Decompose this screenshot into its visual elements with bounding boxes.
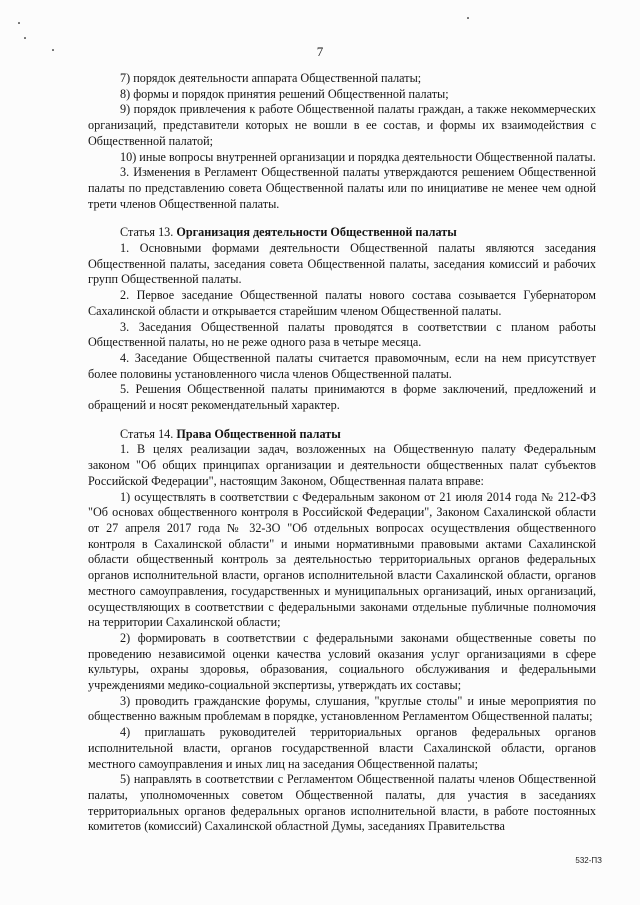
paragraph: 3. Изменения в Регламент Общественной палаты утверждаются решением Общественной палаты по представлению совета Общественной палаты или по инициативе не менее чем одной трети членов Общественной палаты.: [88, 165, 596, 211]
article-title: Права Общественной палаты: [176, 426, 341, 441]
paragraph: 8) формы и порядок принятия решений Общественной палаты;: [120, 86, 449, 101]
paragraph: 4. Заседание Общественной палаты считается правомочным, если на нем присутствует более половины установленного числа членов Общественной палаты.: [88, 350, 596, 381]
article-number: Статья 13.: [120, 225, 177, 240]
article-title: Организация деятельности Общественной палаты: [176, 225, 457, 240]
paragraph: 3) проводить гражданские форумы, слушания, "круглые столы" и иные мероприятия по общественно важным проблемам в порядке, установленном Регламентом Общественной палаты;: [88, 693, 596, 724]
paragraph: 4) приглашать руководителей территориальных органов федеральных органов исполнительной власти, органов государственной власти Сахалинской области, органов местного самоуправления и иных лиц на заседания Общественной палаты;: [88, 725, 596, 771]
paragraph: 1) осуществлять в соответствии с Федеральным законом от 21 июля 2014 года № 212-ФЗ "Об основах общественного контроля в Российской Федерации", Законом Сахалинской области от 27 апреля 2017 года № 32-ЗО "Об отдельных вопросах осуществления общественного контроля в Сахалинской области" и иными нормативными правовыми актами Сахалинской области общественный контроль за деятельностью территориальных органов федеральных органов исполнительной власти, органов исполнительной власти Сахалинской области, органов местного самоуправления, государственных и муниципальных организаций, иных организаций, осуществляющих в соответствии с федеральными законами отдельные публичные полномочия на территории Сахалинской области;: [88, 489, 596, 630]
paragraph: 3. Заседания Общественной палаты проводятся в соответствии с планом работы Общественной палаты, но не реже одного раза в четыре месяца.: [88, 319, 596, 350]
scan-speck: [24, 37, 26, 39]
paragraph: 2. Первое заседание Общественной палаты нового состава созывается Губернатором Сахалинской области и открывается старейшим членом Общественной палаты.: [88, 288, 596, 318]
paragraph: 5) направлять в соответствии с Регламентом Общественной палаты членов Общественной палаты, уполномоченных советом Общественной палаты, для участия в заседаниях территориальных органов федеральных органов исполнительной власти, в работе постоянных комитетов (комиссий) Сахалинской областной Думы, заседаниях Правительства: [88, 772, 596, 834]
paragraph: 7) порядок деятельности аппарата Общественной палаты;: [120, 71, 422, 85]
article-heading: [88, 225, 596, 241]
paragraph: 2) формировать в соответствии с федеральными законами общественные советы по проведению независимой оценки качества условий оказания услуг организациями в сфере культуры, охраны здоровья, образования, социального обслуживания и федеральными учреждениями медико-социальной экспертизы, утверждать их составы;: [88, 630, 596, 693]
paragraph: 1. Основными формами деятельности Общественной палаты являются заседания Общественной палаты, заседания совета Общественной палаты, заседания комиссий и рабочих групп Общественной палаты.: [88, 241, 596, 287]
scan-speck: [467, 17, 469, 19]
paragraph: 5. Решения Общественной палаты принимаются в форме заключений, предложений и обращений и носят рекомендательный характер.: [88, 382, 596, 413]
footer-code: 532-ПЗ: [575, 856, 602, 865]
paragraph: 1. В целях реализации задач, возложенных на Общественную палату Федеральным законом "Об общих принципах организации и деятельности общественных палат субъектов Российской Федерации", настоящим Законом, Общественная палата вправе:: [88, 442, 596, 488]
document-body: [88, 71, 596, 835]
article-number: Статья 14.: [120, 426, 177, 441]
paragraph: 9) порядок привлечения к работе Общественной палаты граждан, а также некоммерческих организаций, представители которых не вошли в ее состав, и формы их взаимодействия с Общественной палатой;: [88, 102, 596, 148]
page-number: 7: [316, 44, 324, 59]
scan-speck: [18, 22, 20, 24]
paragraph: 10) иные вопросы внутренней организации и порядка деятельности Общественной палаты.: [120, 149, 596, 164]
article-heading: [88, 427, 596, 443]
